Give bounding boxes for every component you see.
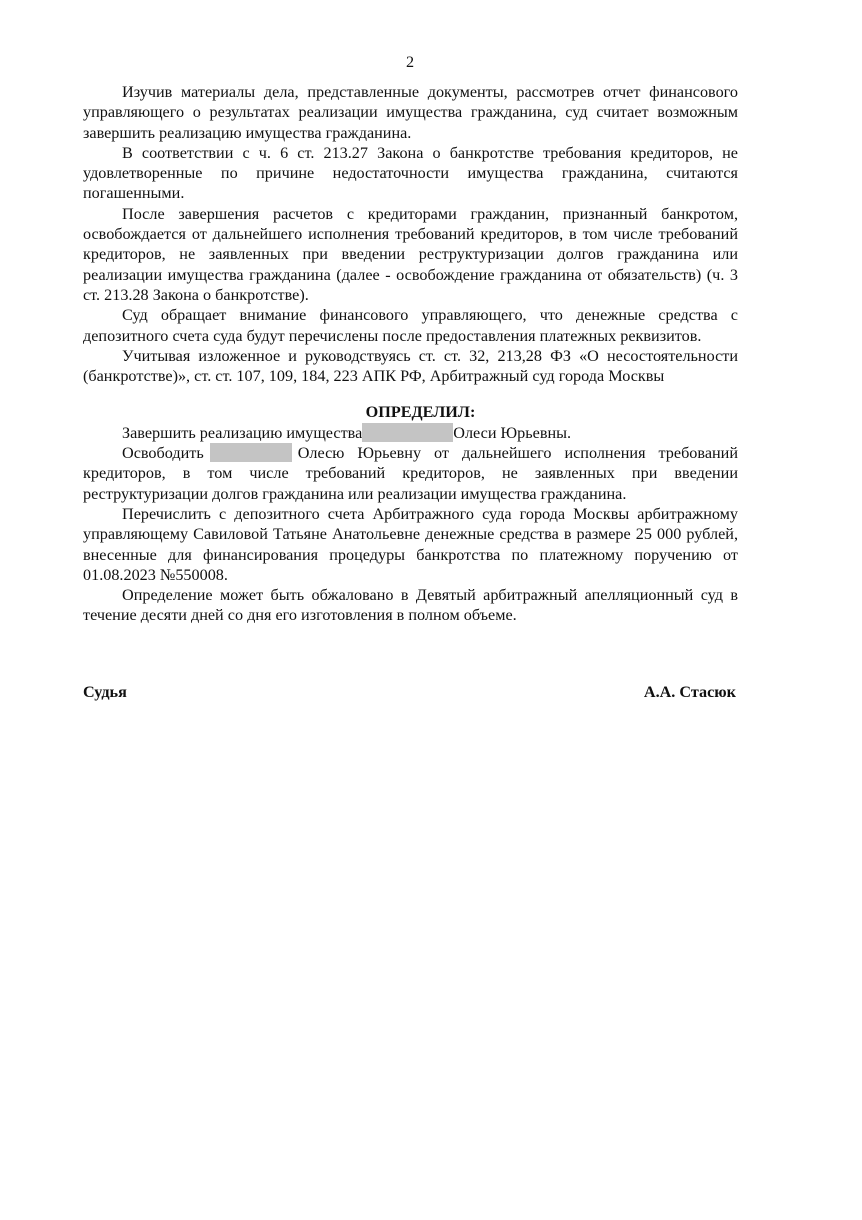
ruling-heading: ОПРЕДЕЛИЛ: bbox=[365, 403, 476, 422]
ruling-complete-sale bbox=[83, 423, 738, 443]
paragraph-review: Изучив материалы дела, представленные документы, рассмотрев отчет финансового управляющего о результатах реализации имущества гражданина, суд считает возможным завершить реализацию имущества гражданина. bbox=[83, 83, 738, 142]
ruling-complete-sale-name: Олеси Юрьевны. bbox=[453, 423, 572, 442]
ruling-release-text: Олесю Юрьевну от дальнейшего исполнения требований кредиторов, в том числе требований кредиторов, не заявленных при введении реструктуризации долгов гражданина или реализации имущества гражданина. bbox=[83, 444, 738, 503]
redacted-surname bbox=[362, 423, 453, 442]
page-number: 2 bbox=[405, 53, 415, 71]
paragraph-claims-repaid: В соответствии с ч. 6 ст. 213.27 Закона о банкротстве требования кредиторов, не удовлетворенные по причине недостаточности имущества гражданина, считаются погашенными. bbox=[83, 143, 738, 203]
paragraph-deposit-notice: Суд обращает внимание финансового управляющего, что денежные средства с депозитного счета суда будут перечислены после предоставления платежных реквизитов. bbox=[83, 306, 738, 345]
ruling-appeal: Определение может быть обжаловано в Девятый арбитражный апелляционный суд в течение десяти дней со дня его изготовления в полном объеме. bbox=[83, 586, 738, 625]
judge-role: Судья bbox=[83, 683, 127, 701]
document-body bbox=[83, 82, 738, 626]
signature-block bbox=[83, 682, 736, 702]
paragraph-release: После завершения расчетов с кредиторами гражданин, признанный банкротом, освобождается от дальнейшего исполнения требований кредиторов, в том числе требований кредиторов, не заявленных при введении реструктуризации долгов гражданина или реализации имущества гражданина (далее - освобождение гражданина от обязательств) (ч. 3 ст. 213.28 Закона о банкротстве). bbox=[83, 204, 738, 304]
redacted-surname bbox=[210, 443, 292, 462]
paragraph-legal-basis: Учитывая изложенное и руководствуясь ст. ст. 32, 213,28 ФЗ «О несостоятельности (банкротстве)», ст. ст. 107, 109, 184, 223 АПК РФ, Арбитражный суд города Москвы bbox=[83, 346, 738, 386]
ruling-release-verb: Освободить bbox=[122, 444, 204, 463]
ruling-complete-sale-text: Завершить реализацию имущества bbox=[122, 423, 363, 442]
ruling-release bbox=[83, 443, 738, 504]
ruling-transfer-funds: Перечислить с депозитного счета Арбитражного суда города Москвы арбитражному управляющему Савиловой Татьяне Анатольевне денежные средства в размере 25 000 рублей, внесенные для финансирования процедуры банкротства по платежному поручению от 01.08.2023 №550008. bbox=[83, 504, 738, 584]
judge-name: А.А. Стасюк bbox=[643, 683, 736, 701]
